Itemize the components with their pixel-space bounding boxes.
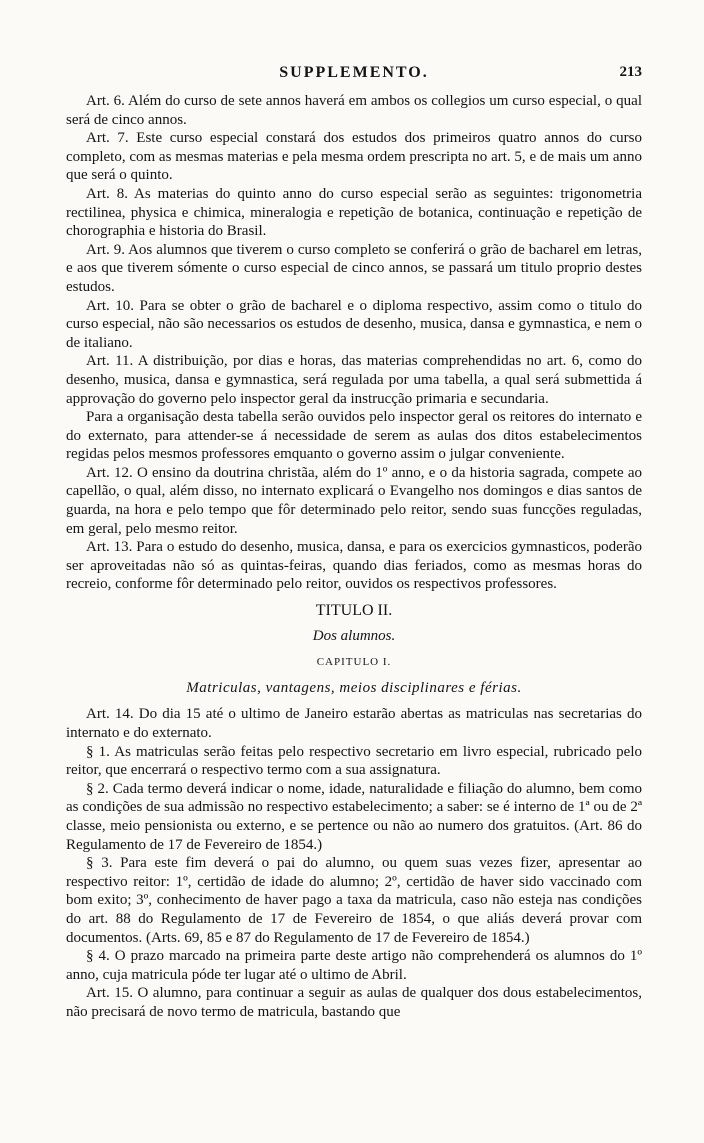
paragraph: Art. 6. Além do curso de sete annos haverá em ambos os collegios um curso especial, o qual será de cinco annos.	[66, 93, 642, 128]
capitulo-heading: CAPITULO I.	[316, 656, 392, 669]
paragraph: Art. 11. A distribuição, por dias e horas, das materias comprehendidas no art. 6, como do desenho, musica, dansa e gymnastica, será regulada por uma tabella, a qual será submettida á approvação do governo pelo inspector geral da instrucção primaria e secundaria.	[66, 353, 642, 407]
paragraph: § 1. As matriculas serão feitas pelo respectivo secretario em livro especial, rubricado pelo reitor, que encerrará o respectivo termo com a sua assignatura.	[66, 743, 642, 779]
paragraph: Art. 9. Aos alumnos que tiverem o curso completo se conferirá o grão de bacharel em letras, e aos que tiverem sómente o curso especial de cinco annos, se passará um titulo proprio destes estudos.	[66, 241, 642, 295]
paragraph: § 2. Cada termo deverá indicar o nome, idade, naturalidade e filiação do alumno, bem como as condições de sua admissão no respectivo estabelecimento; a saber: se é interno de 1ª ou de 2ª classe, meio pensionista ou externo, e se pertence ou não ao numero dos gratuitos. (Art. 86 do Regulamento de 17 de Fevereiro de 1854.)	[66, 780, 642, 853]
paragraph: Art. 13. Para o estudo do desenho, musica, dansa, e para os exercicios gymnasticos, poderão ser aproveitadas não só as quintas-feiras, quando dias feriados, como as mesmas horas do recreio, conforme fôr determinado pelo reitor, ouvidos os respectivos professores.	[66, 539, 642, 593]
paragraph: Art. 12. O ensino da doutrina christãa, além do 1º anno, e o da historia sagrada, compete ao capellão, o qual, além disso, no internato explicará o Evangelho nos domingos e dias santos de guarda, na hora e pelo tempo que fôr determinado pelo reitor, sendo suas funcções reguladas, em geral, pelo mesmo reitor.	[66, 464, 642, 537]
page-number: 213	[619, 64, 642, 80]
paragraph: Art. 15. O alumno, para continuar a seguir as aulas de qualquer dos dous estabelecimentos, não precisará de novo termo de matricula, bastando que	[66, 985, 642, 1020]
titulo-subheading: Dos alumnos.	[312, 627, 396, 644]
paragraph: § 4. O prazo marcado na primeira parte deste artigo não comprehenderá os alumnos do 1º anno, cuja matricula póde ter lugar até o ultimo de Abril.	[66, 948, 642, 983]
page-body	[66, 92, 642, 1022]
capitulo-title: Matriculas, vantagens, meios disciplinares e férias.	[186, 679, 522, 696]
paragraph: Para a organisação desta tabella serão ouvidos pelo inspector geral os reitores do internato e do externato, para attender-se á necessidade de serem as aulas dos ditos estabelecimentos regidas pelos mesmos professores emquanto o governo assim o julgar conveniente.	[66, 409, 642, 463]
paragraph: Art. 14. Do dia 15 até o ultimo de Janeiro estarão abertas as matriculas nas secretarias do internato e do externato.	[66, 706, 642, 741]
paragraph: Art. 10. Para se obter o grão de bacharel e o diploma respectivo, assim como o titulo do curso especial, não são necessarios os estudos de desenho, musica, dansa e gymnastica, e nem o de italiano.	[66, 297, 642, 351]
paragraph: Art. 7. Este curso especial constará dos estudos dos primeiros quatro annos do curso completo, com as mesmas materias e pela mesma ordem prescripta no art. 5, e de mais um anno que será o quinto.	[66, 130, 642, 184]
paragraph: Art. 8. As materias do quinto anno do curso especial serão as seguintes: trigonometria rectilinea, physica e chimica, mineralogia e repetição de botanica, continuação e repetição de chorographia e historia do Brasil.	[66, 185, 642, 240]
page-header	[66, 64, 642, 86]
paragraph: § 3. Para este fim deverá o pai do alumno, ou quem suas vezes fizer, apresentar ao respectivo reitor: 1º, certidão de idade do alumno; 2º, certidão de haver sido vaccinado com bom exito; 3º, conhecimento de haver pago a taxa da matricula, caso não esteja nas condições do art. 88 do Regulamento de 17 de Fevereiro de 1854, o que aliás deverá provar com documentos. (Arts. 69, 85 e 87 do Regulamento de 17 de Fevereiro de 1854.)	[66, 855, 642, 946]
titulo-heading: TITULO II.	[315, 602, 393, 620]
running-head: SUPPLEMENTO.	[279, 64, 429, 81]
